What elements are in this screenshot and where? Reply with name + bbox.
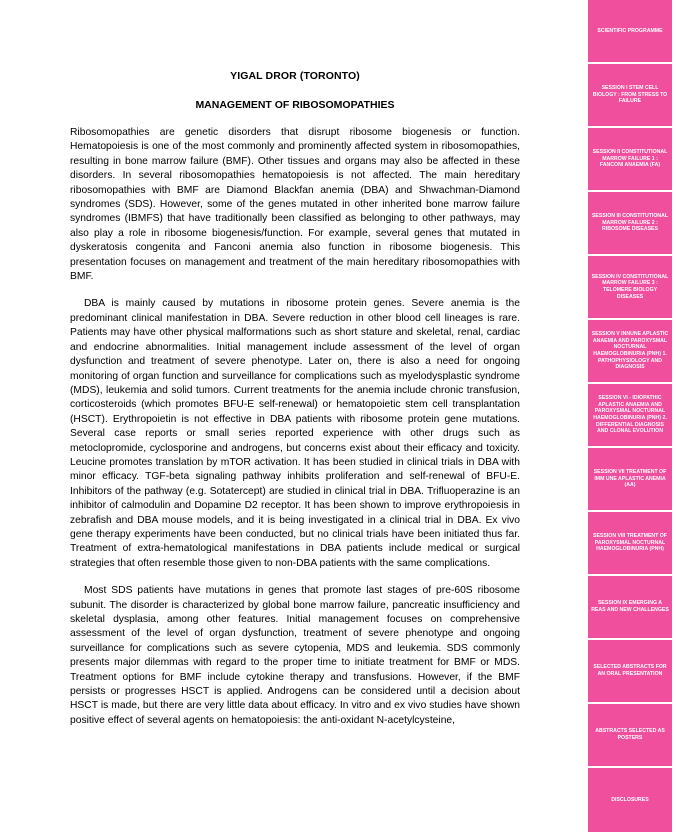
sidebar-item-disclosures[interactable]: DISCLOSURES [588, 768, 672, 832]
sidebar-item-session-9[interactable]: SESSION IX EMERGING A REAS AND NEW CHALLENGES [588, 576, 672, 638]
sidebar-item-poster-abstracts[interactable]: ABSTRACTS SELECTED AS POSTERS [588, 704, 672, 766]
sidebar-item-scientific-programme[interactable]: SCIENTIFIC PROGRAMME [588, 0, 672, 62]
sidebar-item-oral-abstracts[interactable]: SELECTED ABSTRACTS FOR AN ORAL PRESENTATION [588, 640, 672, 702]
paragraph-sds: Most SDS patients have mutations in genes that promote last stages of pre-60S ribosome subunit. The disorder is characterized by global bone marrow failure, pancreatic insufficiency and skeletal dysplasia, among other features. Initial management focuses on comprehensive assessment of the level of organ dysfunction, treatment of severe phenotype and ongoing surveillance for complications such as severe cytopenia, MDS and leukemia. SDS commonly presents major dilemmas with regard to the proper time to initiate treatment for BMF or MDS. Treatment options for BMF include cytokine therapy and transfusions. However, if the BMF persists or progresses HSCT is applied. Androgens can be considered until a decision about HSCT is made, but there are very little data about efficacy. In vitro and ex vivo studies have shown positive effect of several agents on hematopoiesis: the anti-oxidant N-acetylcysteine, [70, 585, 520, 726]
page-title: MANAGEMENT OF RIBOSOMOPATHIES [195, 99, 395, 111]
sidebar-item-session-3[interactable]: SESSION III CONSTITUTIONAL MARROW FAILURE 2 : RIBOSOME DISEASES [588, 192, 672, 254]
paragraph-dba: DBA is mainly caused by mutations in ribosome protein genes. Severe anemia is the predominant clinical manifestation in DBA. Severe reduction in other blood cell lineages is rare. Patients may have other physical malformations such as short stature and skeletal, renal, cardiac and endocrine abnormalities. Initial management include assessment of the level of organ dysfunction and treatment of severe phenotype. Later on, there is also a need for ongoing monitoring of organ function and surveillance for complications such as myelodysplastic syndrome (MDS), leukemia and solid tumors. Current treatments for the anemia include chronic transfusion, corticosteroids (which promotes BFU-E self-renewal) or hematopoietic stem cell transplantation (HSCT). Erythropoietin is not effective in DBA patients with ribosome protein gene mutations. Several case reports or small series reported experience with other drugs such as metoclopromide, cyclosporine and androgens, but concerns exist about their efficacy and toxicity. Leucine promotes translation by mTOR activation. It has been studied in clinical trials in DBA with minor efficacy. TGF-beta signaling pathway inhibits proliferation and self-renewal of BFU-E. Inhibitors of the pathway (e.g. Sotatercept) are studied in clinical trial in DBA. Trifluoperazine is an inhibitor of calmodulin and Dopamine D2 receptor. It has been shown to improve erythropoiesis in zebrafish and DBA mouse models, and it is being investigated in a clinical trial in DBA. Ex vivo gene therapy experiments have been conducted, but no clinical trials have been initiated thus far. Treatment of extra-hematological manifestations in DBA patients include medical or surgical strategies that often resemble those given to non-DBA patients with the same complications. [70, 298, 520, 569]
sidebar-item-session-5[interactable]: SESSION V INNUNE APLASTIC ANAEMIA AND PAROXYSMAL NOCTURNAL HAEMOGLOBINURIA (PNH) 1. PATHOPHYSIOLOGY AND DIAGNOSIS [588, 320, 672, 382]
sidebar-nav [588, 0, 672, 832]
sidebar-item-session-1[interactable]: SESSION I STEM CELL BIOLOGY : FROM STRESS TO FAILURE [588, 64, 672, 126]
sidebar-item-session-7[interactable]: SESSION VII TREATMENT OF IMM UNE APLASTIC ANEMIA (AA) [588, 448, 672, 510]
sidebar-item-session-8[interactable]: SESSION VIII TREATMENT OF PAROXYSMAL NOCTURNAL HAEMOGLOBINURIA (PNH) [588, 512, 672, 574]
sidebar-item-session-6[interactable]: SESSION VI - IDIOPATHIC APLASTIC ANAEMIA AND PAROXYSMAL NOCTURNAL HAEMOGLOBINURIA (PNH) 2. DIFFERENTIAL DIAGNOSIS AND CLONAL EVOLUTION [588, 384, 672, 446]
sidebar-item-session-2[interactable]: SESSION II CONSTITUTIONAL MARROW FAILURE 1 : FANCONI ANAEMIA (FA) [588, 128, 672, 190]
paragraph-intro: Ribosomopathies are genetic disorders that disrupt ribosome biogenesis or function. Hematopoiesis is one of the most commonly and prominently affected system in ribosomopathies, resulting in bone marrow failure (BMF). Other tissues and organs may also be affected in these disorders. In several ribosomopathies hematopoiesis is not affected. The main hereditary ribosomopathies with BMF are Diamond Blackfan anemia (DBA) and Shwachman-Diamond syndromes (SDS). However, some of the genes mutated in other inherited bone marrow failure syndromes (IBMFS) that have traditionally been classified as belonging to other pathways, may also play a role in ribosome biogenesis/function. For example, several genes that mutated in dyskeratosis congenita and Fanconi anemia also function in ribosome biogenesis. This presentation focuses on management and treatment of the main hereditary ribosomopathies with BMF. [70, 127, 520, 283]
sidebar-item-session-4[interactable]: SESSION IV CONSTITUTIONAL MARROW FAILURE 3 : TELOMERE BIOLOGY DISEASES [588, 256, 672, 318]
document-body [70, 58, 520, 741]
author-heading: YIGAL DROR (TORONTO) [230, 70, 360, 82]
